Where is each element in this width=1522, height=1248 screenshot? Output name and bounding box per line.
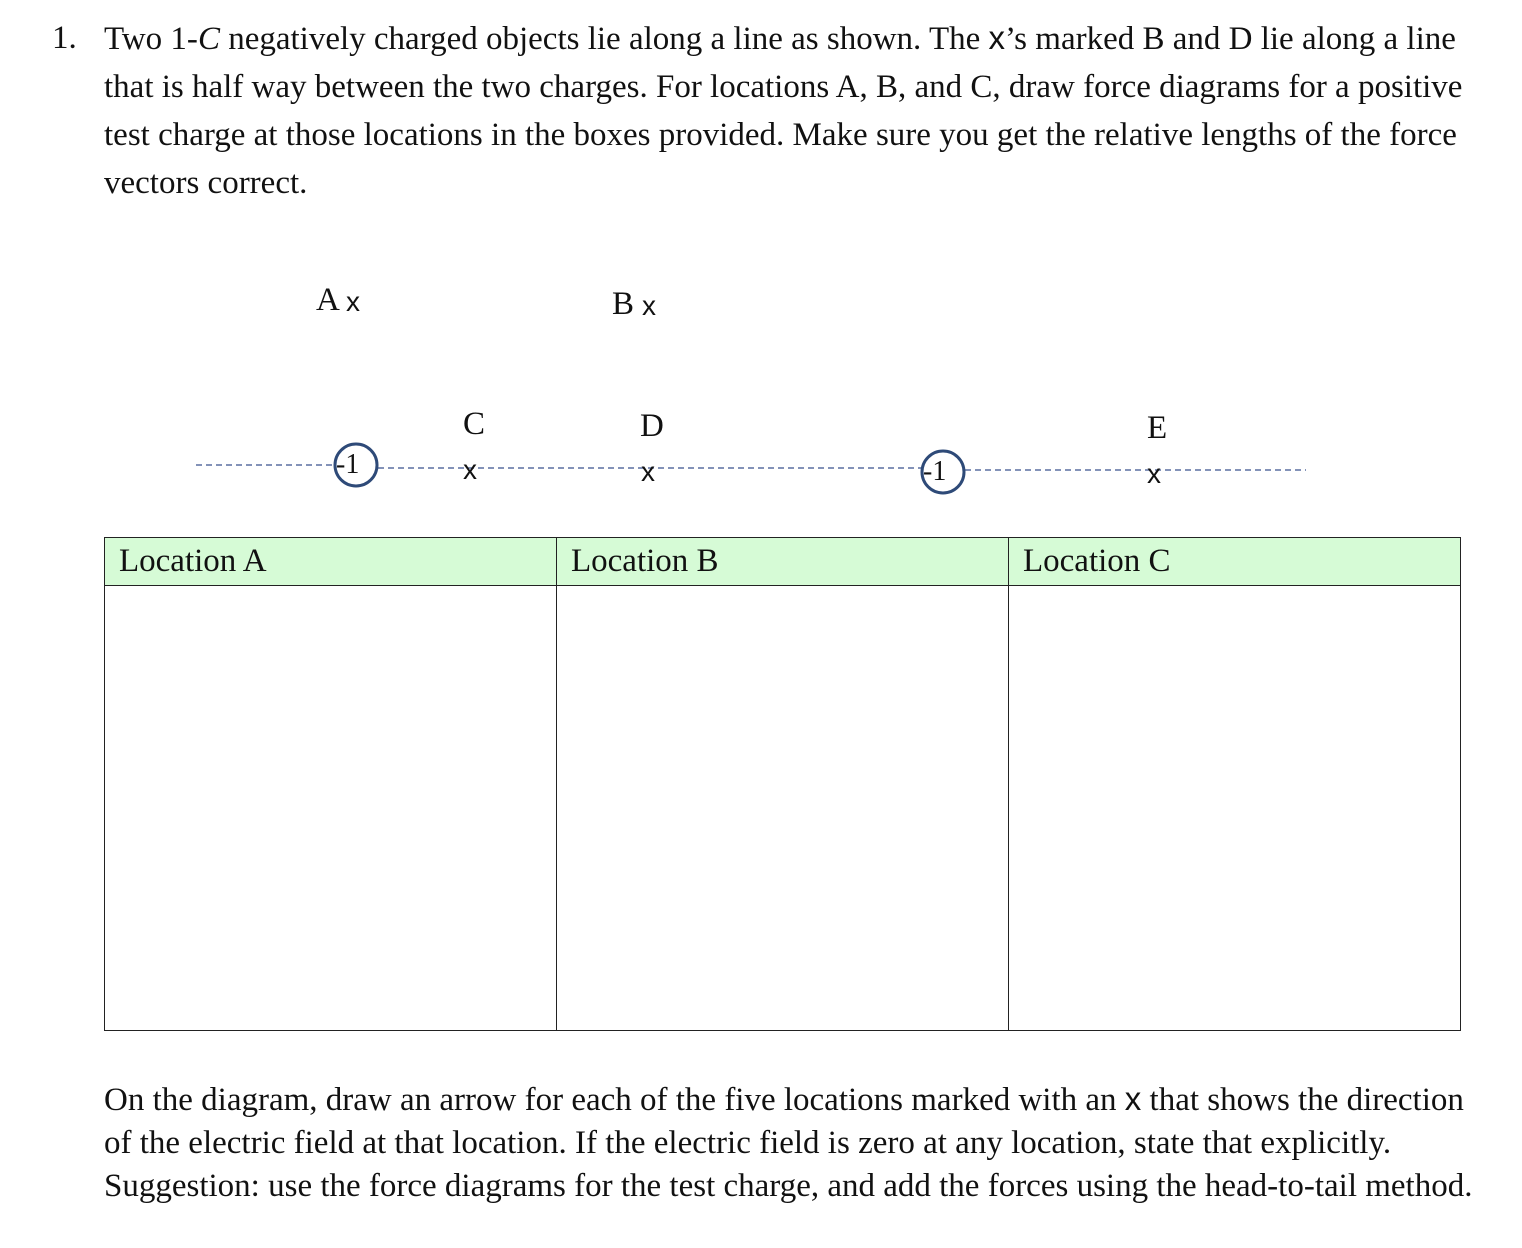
header-location-c: Location C	[1009, 538, 1461, 586]
charge-diagram	[0, 0, 1522, 520]
point-e-label: E	[1147, 410, 1168, 446]
footer-text-b: that shows the direction of the electric field at that location. If the electric field is zero at any location, state that explicitly. Suggestion: use the force diagrams for the test charge, and add the forces using the head-to-tail method.	[104, 1082, 1473, 1204]
point-a-label: A	[316, 282, 340, 318]
question-text-b: negatively charged objects lie along a line as shown. The	[219, 21, 989, 57]
point-b-label: B	[612, 286, 635, 322]
question-text-a: Two 1-	[104, 21, 198, 57]
point-d-label: D	[640, 408, 664, 444]
charge-left-value: -1	[336, 449, 360, 480]
header-location-b: Location B	[557, 538, 1009, 586]
drawing-box-b[interactable]	[557, 586, 1009, 1031]
drawing-box-c[interactable]	[1009, 586, 1461, 1031]
charge-right-value: -1	[923, 456, 947, 487]
charge-unit: C	[197, 21, 220, 57]
footer-x-glyph: x	[1124, 1080, 1142, 1117]
force-diagram-table	[104, 537, 1461, 1031]
question-number: 1.	[52, 20, 77, 56]
question-text-c: ’s marked B and D lie along a line that is half way between the two charges. For locations A, B, and C, draw force diagrams for a positive test charge at those locations in the boxes provided. Make sure you get the relative lengths of the force vectors correct.	[104, 21, 1463, 201]
point-d-x: x	[641, 456, 655, 487]
x-glyph: x	[988, 19, 1006, 56]
header-location-a: Location A	[105, 538, 557, 586]
point-a-x: x	[346, 286, 360, 317]
point-c-x: x	[463, 454, 477, 485]
table-header-row	[105, 538, 1461, 586]
drawing-box-a[interactable]	[105, 586, 557, 1031]
instructions-footer	[104, 1077, 1474, 1208]
table-body-row	[105, 586, 1461, 1031]
point-c-label: C	[463, 406, 486, 442]
footer-text-a: On the diagram, draw an arrow for each of the five locations marked with an	[104, 1082, 1125, 1118]
point-b-x: x	[642, 290, 656, 321]
point-e-x: x	[1147, 458, 1161, 489]
